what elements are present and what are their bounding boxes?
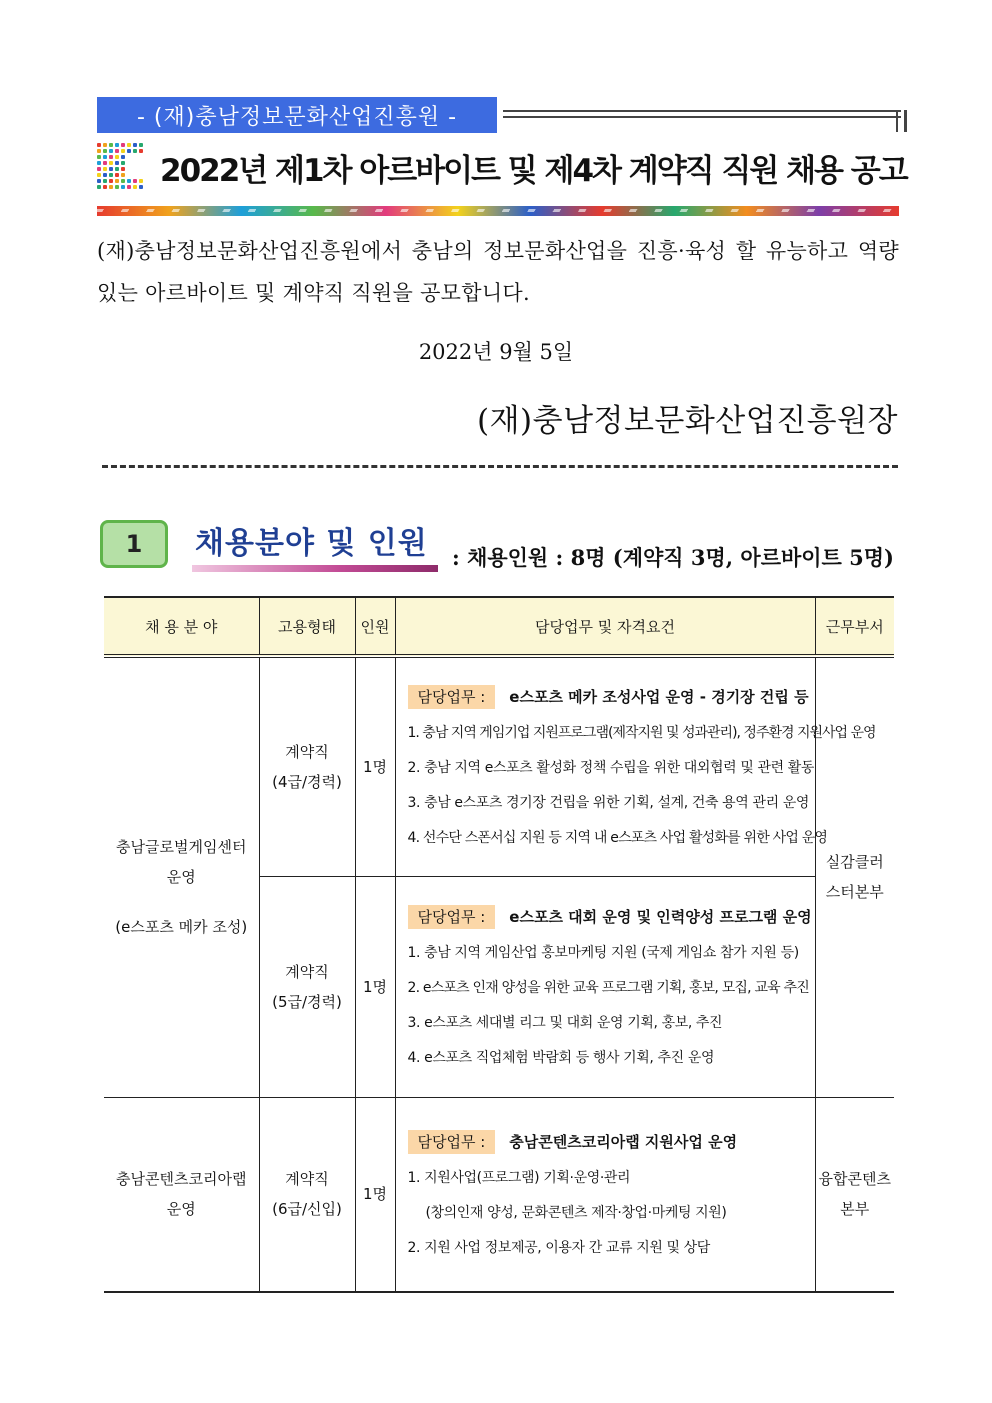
duty-item: 3. e스포츠 세대별 리그 및 대회 운영 기획, 홍보, 추진 xyxy=(407,1014,723,1031)
type-line: (5급/경력) xyxy=(272,992,342,1011)
duty-item: 1. 충남 지역 게임산업 홍보마케팅 지원 (국제 게임쇼 참가 지원 등) xyxy=(407,944,799,961)
department-cell xyxy=(815,1097,894,1292)
duty-tag: 담당업무 : xyxy=(408,905,496,929)
count-cell: 1명 xyxy=(355,1097,395,1292)
recruitment-table xyxy=(104,596,894,1293)
table-row xyxy=(104,656,894,876)
duty-main: e스포츠 메카 조성사업 운영 - 경기장 건립 등 xyxy=(509,687,809,706)
duty-tag: 담당업무 : xyxy=(408,685,496,709)
department-line: 본부 xyxy=(840,1200,870,1219)
field-line: 충남글로벌게임센터 xyxy=(116,837,247,856)
field-line: 운영 xyxy=(166,1200,196,1219)
employment-type-cell xyxy=(259,876,355,1097)
signer-name: (재)충남정보문화산업진흥원장 xyxy=(477,403,898,439)
type-line: (4급/경력) xyxy=(272,772,342,791)
section-title: 채용분야 및 인원 xyxy=(195,526,428,561)
header-count: 인원 xyxy=(355,597,395,656)
duty-main: 충남콘텐츠코리아랩 지원사업 운영 xyxy=(509,1132,738,1151)
duty-item: 3. 충남 e스포츠 경기장 건립을 위한 기획, 설계, 건축 용역 관리 운영 xyxy=(407,794,810,811)
dashed-divider xyxy=(102,465,898,468)
employment-type-cell xyxy=(259,1097,355,1292)
department-line: 실감클러 xyxy=(825,853,884,872)
field-cell xyxy=(104,656,259,1097)
duties-cell xyxy=(395,1097,815,1292)
header-employment-type: 고용형태 xyxy=(259,597,355,656)
duties-cell xyxy=(395,876,815,1097)
duty-item: 1. 지원사업(프로그램) 기획·운영·관리 xyxy=(407,1169,631,1186)
duty-item: 1. 충남 지역 게임기업 지원프로그램(제작지원 및 성과관리), 정주환경 지원사업 운영 xyxy=(407,724,876,741)
duty-item: 4. 선수단 스폰서십 지원 등 지역 내 e스포츠 사업 활성화를 위한 사업 운영 xyxy=(407,829,828,846)
intro-paragraph: (재)충남정보문화산업진흥원에서 충남의 정보문화산업을 진흥·육성 할 유능하고 역량 있는 아르바이트 및 계약직 직원을 공모합니다. xyxy=(97,239,899,305)
decorative-color-strip xyxy=(97,206,899,216)
table-header-row xyxy=(104,597,894,656)
duty-item: 4. e스포츠 직업체험 박람회 등 행사 기획, 추진 운영 xyxy=(407,1049,715,1066)
org-tag-banner: - (재)충남정보문화산업진흥원 - xyxy=(97,97,497,133)
section-note: : 채용인원 : 8명 (계약직 3명, 아르바이트 5명) xyxy=(452,545,894,570)
type-line: 계약직 xyxy=(285,962,329,981)
header-rule xyxy=(503,110,901,118)
duty-tag: 담당업무 : xyxy=(408,1130,496,1154)
field-cell xyxy=(104,1097,259,1292)
field-line: 충남콘텐츠코리아랩 xyxy=(116,1170,247,1189)
department-cell xyxy=(815,656,894,1097)
logo-dots-icon xyxy=(97,143,149,193)
page-title: 2022년 제1차 아르바이트 및 제4차 계약직 직원 채용 공고 xyxy=(160,153,907,189)
duty-item: 2. 지원 사업 정보제공, 이용자 간 교류 지원 및 상담 xyxy=(407,1239,710,1256)
header-duties: 담당업무 및 자격요건 xyxy=(395,597,815,656)
type-line: 계약직 xyxy=(285,742,329,761)
duty-item: 2. 충남 지역 e스포츠 활성화 정책 수립을 위한 대외협력 및 관련 활동 xyxy=(407,759,815,776)
section-number-badge: 1 xyxy=(100,520,168,568)
count-cell: 1명 xyxy=(355,876,395,1097)
department-line: 스터본부 xyxy=(825,883,884,902)
duty-item: (창의인재 양성, 문화콘텐츠 제작·창업·마케팅 지원) xyxy=(425,1204,727,1221)
type-line: (6급/신입) xyxy=(272,1200,342,1219)
header-rule-end xyxy=(896,110,907,132)
count-cell: 1명 xyxy=(355,656,395,876)
type-line: 계약직 xyxy=(285,1170,329,1189)
field-line: (e스포츠 메카 조성) xyxy=(115,917,248,936)
field-line: 운영 xyxy=(166,867,196,886)
employment-type-cell xyxy=(259,656,355,876)
section-title-underline xyxy=(192,565,438,572)
announcement-date: 2022년 9월 5일 xyxy=(418,340,574,364)
header-department: 근무부서 xyxy=(815,597,894,656)
duty-item: 2. e스포츠 인재 양성을 위한 교육 프로그램 기획, 홍보, 모집, 교육 추진 xyxy=(407,979,809,996)
department-line: 융합콘텐츠 xyxy=(818,1170,891,1189)
duty-main: e스포츠 대회 운영 및 인력양성 프로그램 운영 xyxy=(509,907,812,926)
table-row xyxy=(104,1097,894,1292)
header-field: 채 용 분 야 xyxy=(104,597,259,656)
